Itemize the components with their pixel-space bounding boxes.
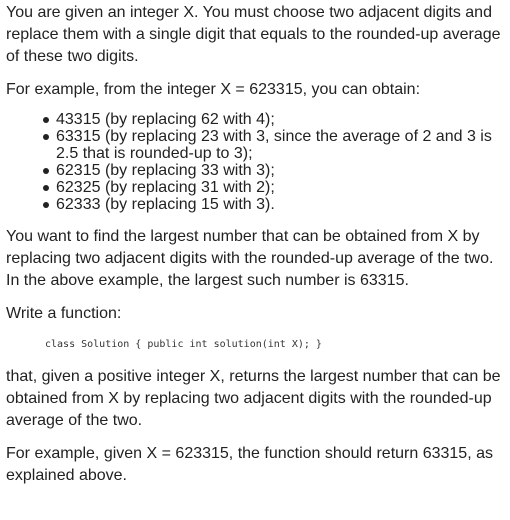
list-item: 62315 (by replacing 33 with 3); <box>56 162 504 179</box>
example-list <box>6 111 504 213</box>
final-example-paragraph: For example, given X = 623315, the function should return 63315, as explained above. <box>6 445 493 484</box>
write-function-paragraph: Write a function: <box>6 305 122 322</box>
example-intro-paragraph: For example, from the integer X = 623315, you can obtain: <box>6 81 421 98</box>
list-item: 43315 (by replacing 62 with 4); <box>56 111 504 128</box>
code-signature: class Solution { public int solution(int X); } <box>45 339 322 350</box>
largest-paragraph: You want to find the largest number that can be obtained from X by replacing two adjacent digits with the rounded-up average of the two. In the above example, the largest such number is 63315. <box>6 228 494 289</box>
intro-paragraph: You are given an integer X. You must choose two adjacent digits and replace them with a single digit that equals to the rounded-up average of these two digits. <box>6 4 501 65</box>
given-paragraph: that, given a positive integer X, returns the largest number that can be obtained from X by replacing two adjacent digits with the rounded-up average of the two. <box>6 368 501 429</box>
list-item: 63315 (by replacing 23 with 3, since the average of 2 and 3 is 2.5 that is rounded-up to 3); <box>56 128 504 162</box>
list-item: 62333 (by replacing 15 with 3). <box>56 196 504 213</box>
list-item: 62325 (by replacing 31 with 2); <box>56 179 504 196</box>
